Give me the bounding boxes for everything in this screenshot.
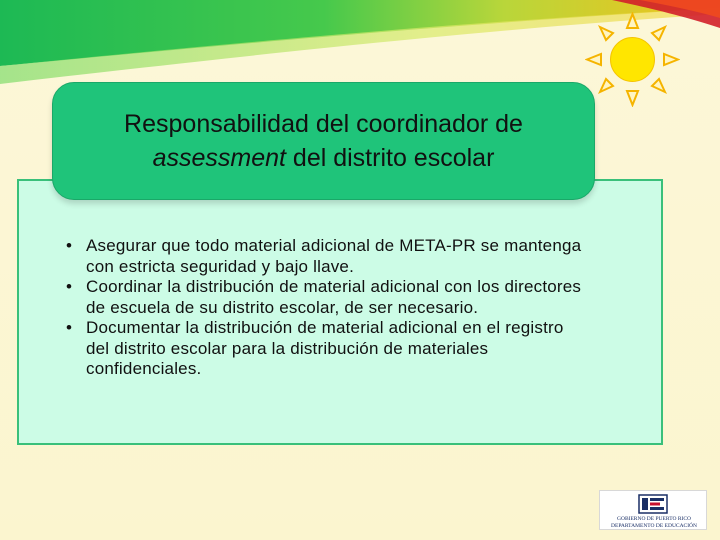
bullet-text: Documentar la distribución de material adicional en el registro del distrito escolar para la distribución de materiales confidenciales. — [86, 318, 564, 378]
title-line-1: Responsabilidad del coordinador de — [124, 110, 523, 138]
title-italic-word: assessment — [152, 144, 286, 172]
sun-icon — [585, 12, 680, 107]
bullet-text: Asegurar que todo material adicional de META-PR se mantenga con estricta seguridad y bajo llave. — [86, 236, 582, 276]
logo-line-2: DEPARTAMENTO DE EDUCACIÓN — [610, 523, 697, 529]
list-item — [66, 236, 586, 277]
department-of-education-logo — [599, 490, 707, 530]
logo-mark-icon — [638, 494, 668, 514]
title-line-2-rest: del distrito escolar — [285, 144, 495, 172]
title-box — [52, 82, 595, 200]
bullet-list — [66, 236, 586, 380]
bullet-text: Coordinar la distribución de material adicional con los directores de escuela de su distrito escolar, de ser necesario. — [86, 277, 582, 317]
bullet-icon: • — [66, 236, 73, 255]
list-item — [66, 318, 586, 380]
list-item — [66, 277, 586, 318]
title-line-2 — [153, 141, 495, 175]
logo-line-1: GOBIERNO DE PUERTO RICO — [617, 516, 691, 522]
bullet-icon: • — [66, 277, 73, 296]
bullet-icon: • — [66, 318, 73, 337]
